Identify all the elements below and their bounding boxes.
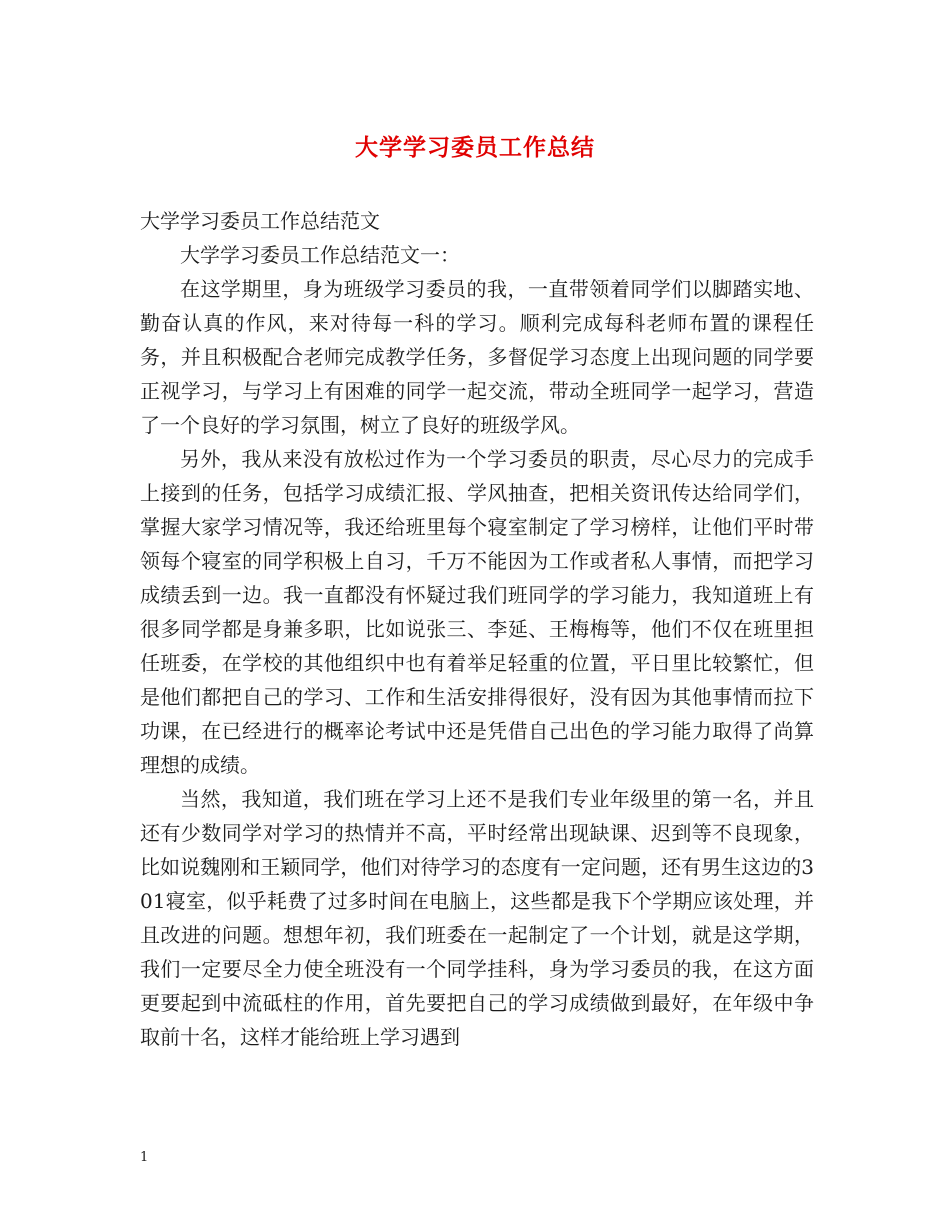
document-subtitle: 大学学习委员工作总结范文 [140, 209, 380, 233]
section-heading: 大学学习委员工作总结范文一： [180, 243, 460, 267]
paragraph-3: 当然，我知道，我们班在学习上还不是我们专业年级里的第一名，并且还有少数同学对学习的热情并不高，平时经常出现缺课、迟到等不良现象，比如说魏刚和王颖同学，他们对待学习的态度有一定问题，还有男生这边的301寝室，似乎耗费了过多时间在电脑上，这些都是我下个学期应该处理，并且改进的问题。想想年初，我们班委在一起制定了一个计划，就是这学期，我们一定要尽全力使全班没有一个同学挂科，身为学习委员的我，在这方面更要起到中流砥柱的作用，首先要把自己的学习成绩做到最好，在年级中争取前十名，这样才能给班上学习遇到 [140, 787, 814, 1049]
document-title: 大学学习委员工作总结 [355, 134, 595, 161]
paragraph-2: 另外，我从来没有放松过作为一个学习委员的职责，尽心尽力的完成手上接到的任务，包括学习成绩汇报、学风抽查，把相关资讯传达给同学们，掌握大家学习情况等，我还给班里每个寝室制定了学习榜样，让他们平时带领每个寝室的同学积极上自习，千万不能因为工作或者私人事情，而把学习成绩丢到一边。我一直都没有怀疑过我们班同学的学习能力，我知道班上有很多同学都是身兼多职，比如说张三、李延、王梅梅等，他们不仅在班里担任班委，在学校的其他组织中也有着举足轻重的位置，平日里比较繁忙，但是他们都把自己的学习、工作和生活安排得很好，没有因为其他事情而拉下功课，在已经进行的概率论考试中还是凭借自己出色的学习能力取得了尚算理想的成绩。 [140, 447, 814, 777]
paragraph-1: 在这学期里，身为班级学习委员的我，一直带领着同学们以脚踏实地、勤奋认真的作风，来对待每一科的学习。顺利完成每科老师布置的课程任务，并且积极配合老师完成教学任务，多督促学习态度上出现问题的同学要正视学习，与学习上有困难的同学一起交流，带动全班同学一起学习，营造了一个良好的学习氛围，树立了良好的班级学风。 [140, 277, 814, 437]
document-body [140, 204, 814, 1054]
page-number: 1 [140, 1150, 149, 1165]
